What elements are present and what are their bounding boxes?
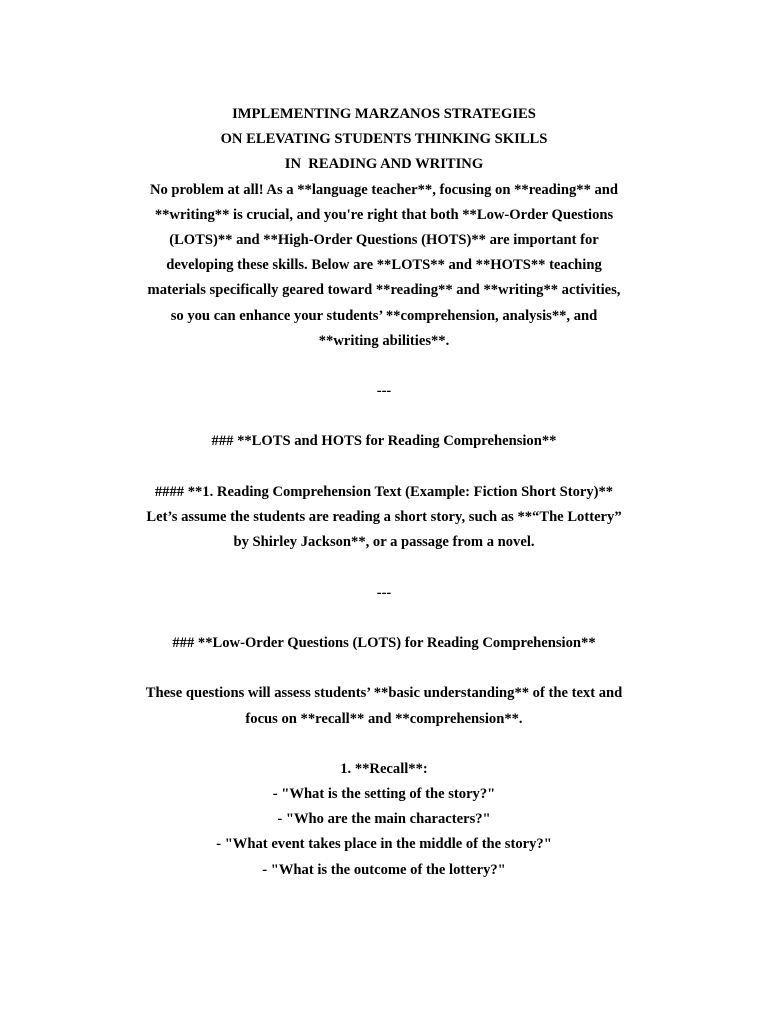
recall-question: - "What event takes place in the middle of the story?": [216, 836, 552, 853]
intro-paragraph-line: **writing abilities**.: [318, 332, 450, 349]
separator: ---: [376, 383, 392, 400]
intro-paragraph-line: materials specifically geared toward **reading** and **writing** activities,: [147, 282, 621, 299]
recall-question: - "Who are the main characters?": [277, 811, 491, 828]
document-page: [0, 102, 768, 883]
blank-line: [0, 555, 768, 580]
recall-question: - "What is the setting of the story?": [272, 786, 496, 803]
section-heading-lots: ### **Low-Order Questions (LOTS) for Reading Comprehension**: [172, 634, 596, 651]
document-title-line-3: IN READING AND WRITING: [284, 156, 484, 173]
intro-paragraph-line: (LOTS)** and **High-Order Questions (HOTS)** are important for: [169, 231, 599, 248]
intro-paragraph-line: so you can enhance your students’ **comprehension, analysis**, and: [170, 307, 598, 324]
subsection-text-line: by Shirley Jackson**, or a passage from a novel.: [233, 534, 535, 551]
document-title-line-1: IMPLEMENTING MARZANOS STRATEGIES: [232, 106, 536, 122]
document-title-line-2: ON ELEVATING STUDENTS THINKING SKILLS: [220, 131, 548, 148]
section-heading-reading-comprehension: ### **LOTS and HOTS for Reading Comprehension**: [211, 433, 557, 450]
recall-question: - "What is the outcome of the lottery?": [262, 861, 506, 878]
intro-paragraph-line: **writing** is crucial, and you're right that both **Low-Order Questions: [154, 206, 614, 223]
blank-line: [0, 656, 768, 681]
blank-line: [0, 732, 768, 757]
subsection-heading-reading-text: #### **1. Reading Comprehension Text (Example: Fiction Short Story)**: [154, 483, 614, 500]
lots-intro-line: focus on **recall** and **comprehension**.: [245, 710, 523, 727]
blank-line: [0, 354, 768, 379]
recall-heading: 1. **Recall**:: [340, 760, 428, 777]
blank-line: [0, 404, 768, 429]
intro-paragraph-line: developing these skills. Below are **LOTS** and **HOTS** teaching: [166, 257, 602, 274]
blank-line: [0, 455, 768, 480]
intro-paragraph-line: No problem at all! As a **language teacher**, focusing on **reading** and: [149, 181, 619, 198]
separator: ---: [376, 584, 392, 601]
blank-line: [0, 606, 768, 631]
subsection-text-line: Let’s assume the students are reading a short story, such as **“The Lottery”: [146, 509, 622, 525]
lots-intro-line: These questions will assess students’ **basic understanding** of the text and: [145, 685, 623, 702]
